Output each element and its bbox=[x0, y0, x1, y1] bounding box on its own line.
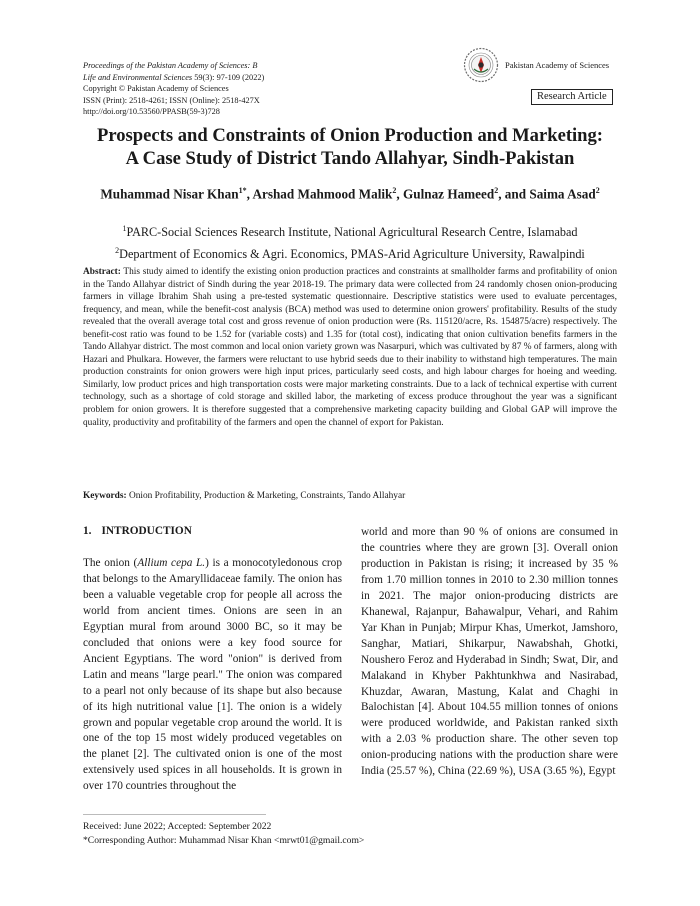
author-affiliation-marker: 2 bbox=[494, 186, 499, 195]
author-name: Saima Asad bbox=[529, 186, 596, 202]
academy-seal-icon bbox=[463, 47, 499, 83]
footnote-divider bbox=[83, 814, 266, 815]
paper-title: Prospects and Constraints of Onion Production and Marketing: A Case Study of District Tando Allahyar, Sindh-Pakistan bbox=[96, 125, 604, 169]
footnotes bbox=[83, 820, 623, 847]
journal-name: Proceedings of the Pakistan Academy of Sciences: B bbox=[83, 61, 258, 70]
author-list bbox=[40, 186, 660, 202]
abstract-text: This study aimed to identify the existing onion production practices and constraints at smallholder farms and profitability of onion in the Tando Allahyar district of Sindh during the year 2018-19. The primary data were collected from 24 randomly chosen onion-producing farmers in village Ibrahim Shah using a pre-tested systematic questionnaire. Descriptive statistics were used to evaluate percentages, frequency, and mean, while the benefit-cost analysis (BCA) method was used to determine onion growers' profitability. Results of the study revealed that the overall average total cost and gross revenue of onion production were (Rs. 115120/acre, Rs. 154875/acre) respectively. The benefit-cost ratio was found to be 1.52 for (variable costs) and 1.35 for (total cost), indicating that onion cultivation benefits farmers in the Tando Allahyar district. The most common and local onion variety grown was Nasarpuri, which was cultivated by 87 % of farmers, along with Hazari and Phulkara. However, the farmers were reluctant to use hybrid seeds due to their inability to withstand high temperatures. The main production constraints for onion growers were high input prices, particularly seed costs, and high labour charges for hoeing and weeding. Similarly, low product prices and high transportation costs were major marketing constraints. Due to a lack of technical expertise with current technology, such as a shortage of cold storage and skilled labor, the marketing of excess produce throughout the year was a significant problem for onion growers. It is therefore suggested that a comprehensive marketing capacity building and Global GAP will improve the quality, productivity and profitability of the farmers and open the channel of export for Pakistan. bbox=[83, 267, 617, 428]
section-title: INTRODUCTION bbox=[101, 525, 192, 537]
journal-info bbox=[83, 60, 383, 118]
author-name: Gulnaz Hameed bbox=[402, 186, 495, 202]
keywords-text: Onion Profitability, Production & Marketing, Constraints, Tando Allahyar bbox=[126, 491, 406, 501]
species-name: Allium cepa L. bbox=[137, 557, 206, 569]
journal-volume: Life and Environmental Sciences 59(3): 97-109 (2022) bbox=[83, 72, 265, 82]
body-column-right: world and more than 90 % of onions are consumed in the countries where they are grown [3]. Overall onion production in Pakistan is rising; it increased by 35 % from 1.70 million tonnes in 2010 to 2.30 million tonnes in 2021. The major onion-producing districts are Khanewal, Rajanpur, Bahawalpur, Vehari, and Rahim Yar Khan in Punjab; Mirpur Khas, Umerkot, Jamshoro, Sanghar, Matiari, Shikarpur, Nawabshah, Ghotki, Noushero Feroz and Hyderabad in Sindh; Swat, Dir, and Malakand in Khyber Pakhtunkhwa and Nasirabad, Khuzdar, Awaran, Mastung, Kalat and Chaghi in Balochistan [4]. About 104.55 million tonnes of onions were produced worldwide, and Pakistan ranked sixth with a 2.03 % production share. The other seven top onion-producing nations with the production share were India (25.57 %), China (22.69 %), USA (3.65 %), Egypt bbox=[361, 526, 618, 778]
publisher-name: Pakistan Academy of Sciences bbox=[505, 60, 610, 70]
affiliations bbox=[60, 220, 640, 263]
keywords-label: Keywords: bbox=[83, 491, 127, 501]
body-column-left: The onion (Allium cepa L.) is a monocotyledonous crop that belongs to the Amaryllidaceae family. The onion has been a valuable vegetable crop for people all across the world from ancient times. Onions are seen in an Egyptian mural from around 3000 BC, so it may be concluded that onions were a key food source for Ancient Egyptians. The word "onion" is derived from Latin and means "large pearl." The onion was compared to a pearl not only because of its shape but also because of its high nutritional value [1]. The onion is a widely grown and popular vegetable crop around the world. It is one of the top 15 most widely produced vegetables on the planet [2]. The cultivated onion is one of the most extensively used spices in all households. It is grown in over 170 countries throughout the bbox=[83, 557, 342, 793]
author-name: Arshad Mahmood Malik bbox=[252, 186, 393, 202]
article-type-badge: Research Article bbox=[531, 89, 613, 105]
keywords bbox=[83, 491, 617, 501]
author-affiliation-marker: 2 bbox=[392, 186, 397, 195]
section-heading bbox=[83, 525, 192, 537]
author-affiliation-marker: 2 bbox=[595, 186, 600, 195]
abstract bbox=[83, 266, 617, 429]
affiliation-1: $^1$PARC-Social Sciences Research Institute, National Agricultural Research Centre, Islamabad bbox=[122, 224, 578, 240]
author-separator: , bbox=[396, 186, 403, 202]
doi-link[interactable]: http://doi.org/10.53560/PPASB(59-3)728 bbox=[83, 107, 220, 117]
author-name: Muhammad Nisar Khan bbox=[100, 186, 239, 202]
received-dates: Received: June 2022; Accepted: September 2022 bbox=[83, 821, 272, 832]
copyright-line: Copyright © Pakistan Academy of Sciences bbox=[83, 84, 229, 94]
affiliation-2: $^2$Department of Economics & Agri. Economics, PMAS-Arid Agriculture University, Rawalpindi bbox=[115, 245, 585, 261]
author-separator: , and bbox=[498, 186, 530, 202]
author-affiliation-marker: 1* bbox=[238, 186, 247, 195]
author-separator: , bbox=[246, 186, 253, 202]
section-number: 1. bbox=[83, 525, 92, 537]
issn-line: ISSN (Print): 2518-4261; ISSN (Online): 2518-427X bbox=[83, 95, 260, 105]
abstract-label: Abstract: bbox=[83, 267, 121, 277]
corresponding-author[interactable]: *Corresponding Author: Muhammad Nisar Khan <mrwt01@gmail.com> bbox=[83, 834, 365, 846]
